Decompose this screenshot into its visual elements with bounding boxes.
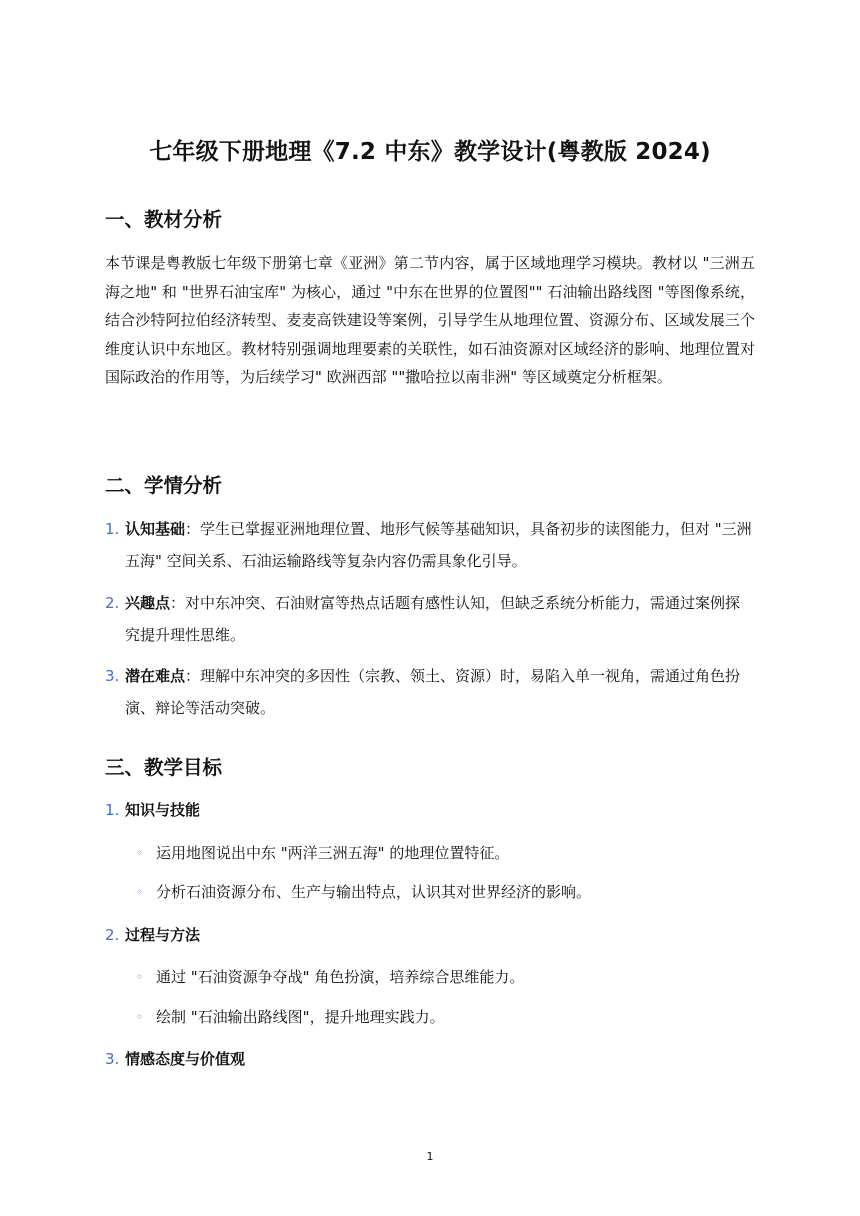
bullet-icon: ◦ (136, 885, 144, 899)
sub-list-text: 分析石油资源分布、生产与输出特点，认识其对世界经济的影响。 (156, 883, 592, 901)
goal-item (105, 919, 755, 951)
list-number: 3. (105, 667, 120, 685)
list-text: ：理解中东冲突的多因性（宗教、领土、资源）时，易陷入单一视角，需通过角色扮演、辩论等活动突破。 (125, 667, 741, 717)
sub-list-item (136, 881, 756, 903)
goal-term: 情感态度与价值观 (125, 1050, 246, 1068)
list-text: ：对中东冲突、石油财富等热点话题有感性认知，但缺乏系统分析能力，需通过案例探究提升理性思维。 (125, 594, 741, 644)
goal-item (105, 794, 755, 826)
list-number: 3. (105, 1050, 120, 1068)
goal-item (105, 1043, 755, 1075)
list-text: ：学生已掌握亚洲地理位置、地形气候等基础知识，具备初步的读图能力，但对 "三洲五海" 空间关系、石油运输路线等复杂内容仍需具象化引导。 (125, 520, 752, 570)
list-term: 认知基础 (125, 520, 186, 538)
goal-term: 过程与方法 (125, 926, 201, 944)
list-item (105, 513, 755, 577)
list-number: 1. (105, 520, 120, 538)
section-heading-material-analysis: 一、教材分析 (105, 208, 223, 231)
section-heading-learner-analysis: 二、学情分析 (105, 474, 223, 497)
sub-list-item (136, 966, 756, 988)
sub-list-text: 运用地图说出中东 "两洋三洲五海" 的地理位置特征。 (156, 844, 510, 862)
bullet-icon: ◦ (136, 1010, 144, 1024)
list-item (105, 587, 755, 651)
goal-term: 知识与技能 (125, 801, 201, 819)
section-heading-teaching-goals: 三、教学目标 (105, 756, 223, 779)
bullet-icon: ◦ (136, 846, 144, 860)
document-title: 七年级下册地理《7.2 中东》教学设计(粤教版 2024) (149, 139, 711, 165)
list-item (105, 660, 755, 724)
page-number: 1 (426, 1150, 434, 1163)
sub-list-text: 绘制 "石油输出路线图"，提升地理实践力。 (156, 1008, 445, 1026)
sub-list-text: 通过 "石油资源争夺战" 角色扮演，培养综合思维能力。 (156, 968, 525, 986)
sub-list-item (136, 1006, 756, 1028)
list-term: 兴趣点 (125, 594, 171, 612)
bullet-icon: ◦ (136, 970, 144, 984)
list-number: 2. (105, 594, 120, 612)
list-number: 1. (105, 801, 120, 819)
material-analysis-paragraph: 本节课是粤教版七年级下册第七章《亚洲》第二节内容，属于区域地理学习模块。教材以 "三洲五海之地" 和 "世界石油宝库" 为核心，通过 "中东在世界的位置图"" 石油输出路线图 "等图像系统，结合沙特阿拉伯经济转型、麦麦高铁建设等案例，引导学生从地理位置、资源分布、区域发展三个维度认识中东地区。教材特别强调地理要素的关联性，如石油资源对区域经济的影响、地理位置对国际政治的作用等，为后续学习" 欧洲西部 ""撒哈拉以南非洲" 等区域奠定分析框架。 (105, 254, 755, 386)
sub-list-item (136, 842, 756, 864)
list-term: 潜在难点 (125, 667, 186, 685)
list-number: 2. (105, 926, 120, 944)
